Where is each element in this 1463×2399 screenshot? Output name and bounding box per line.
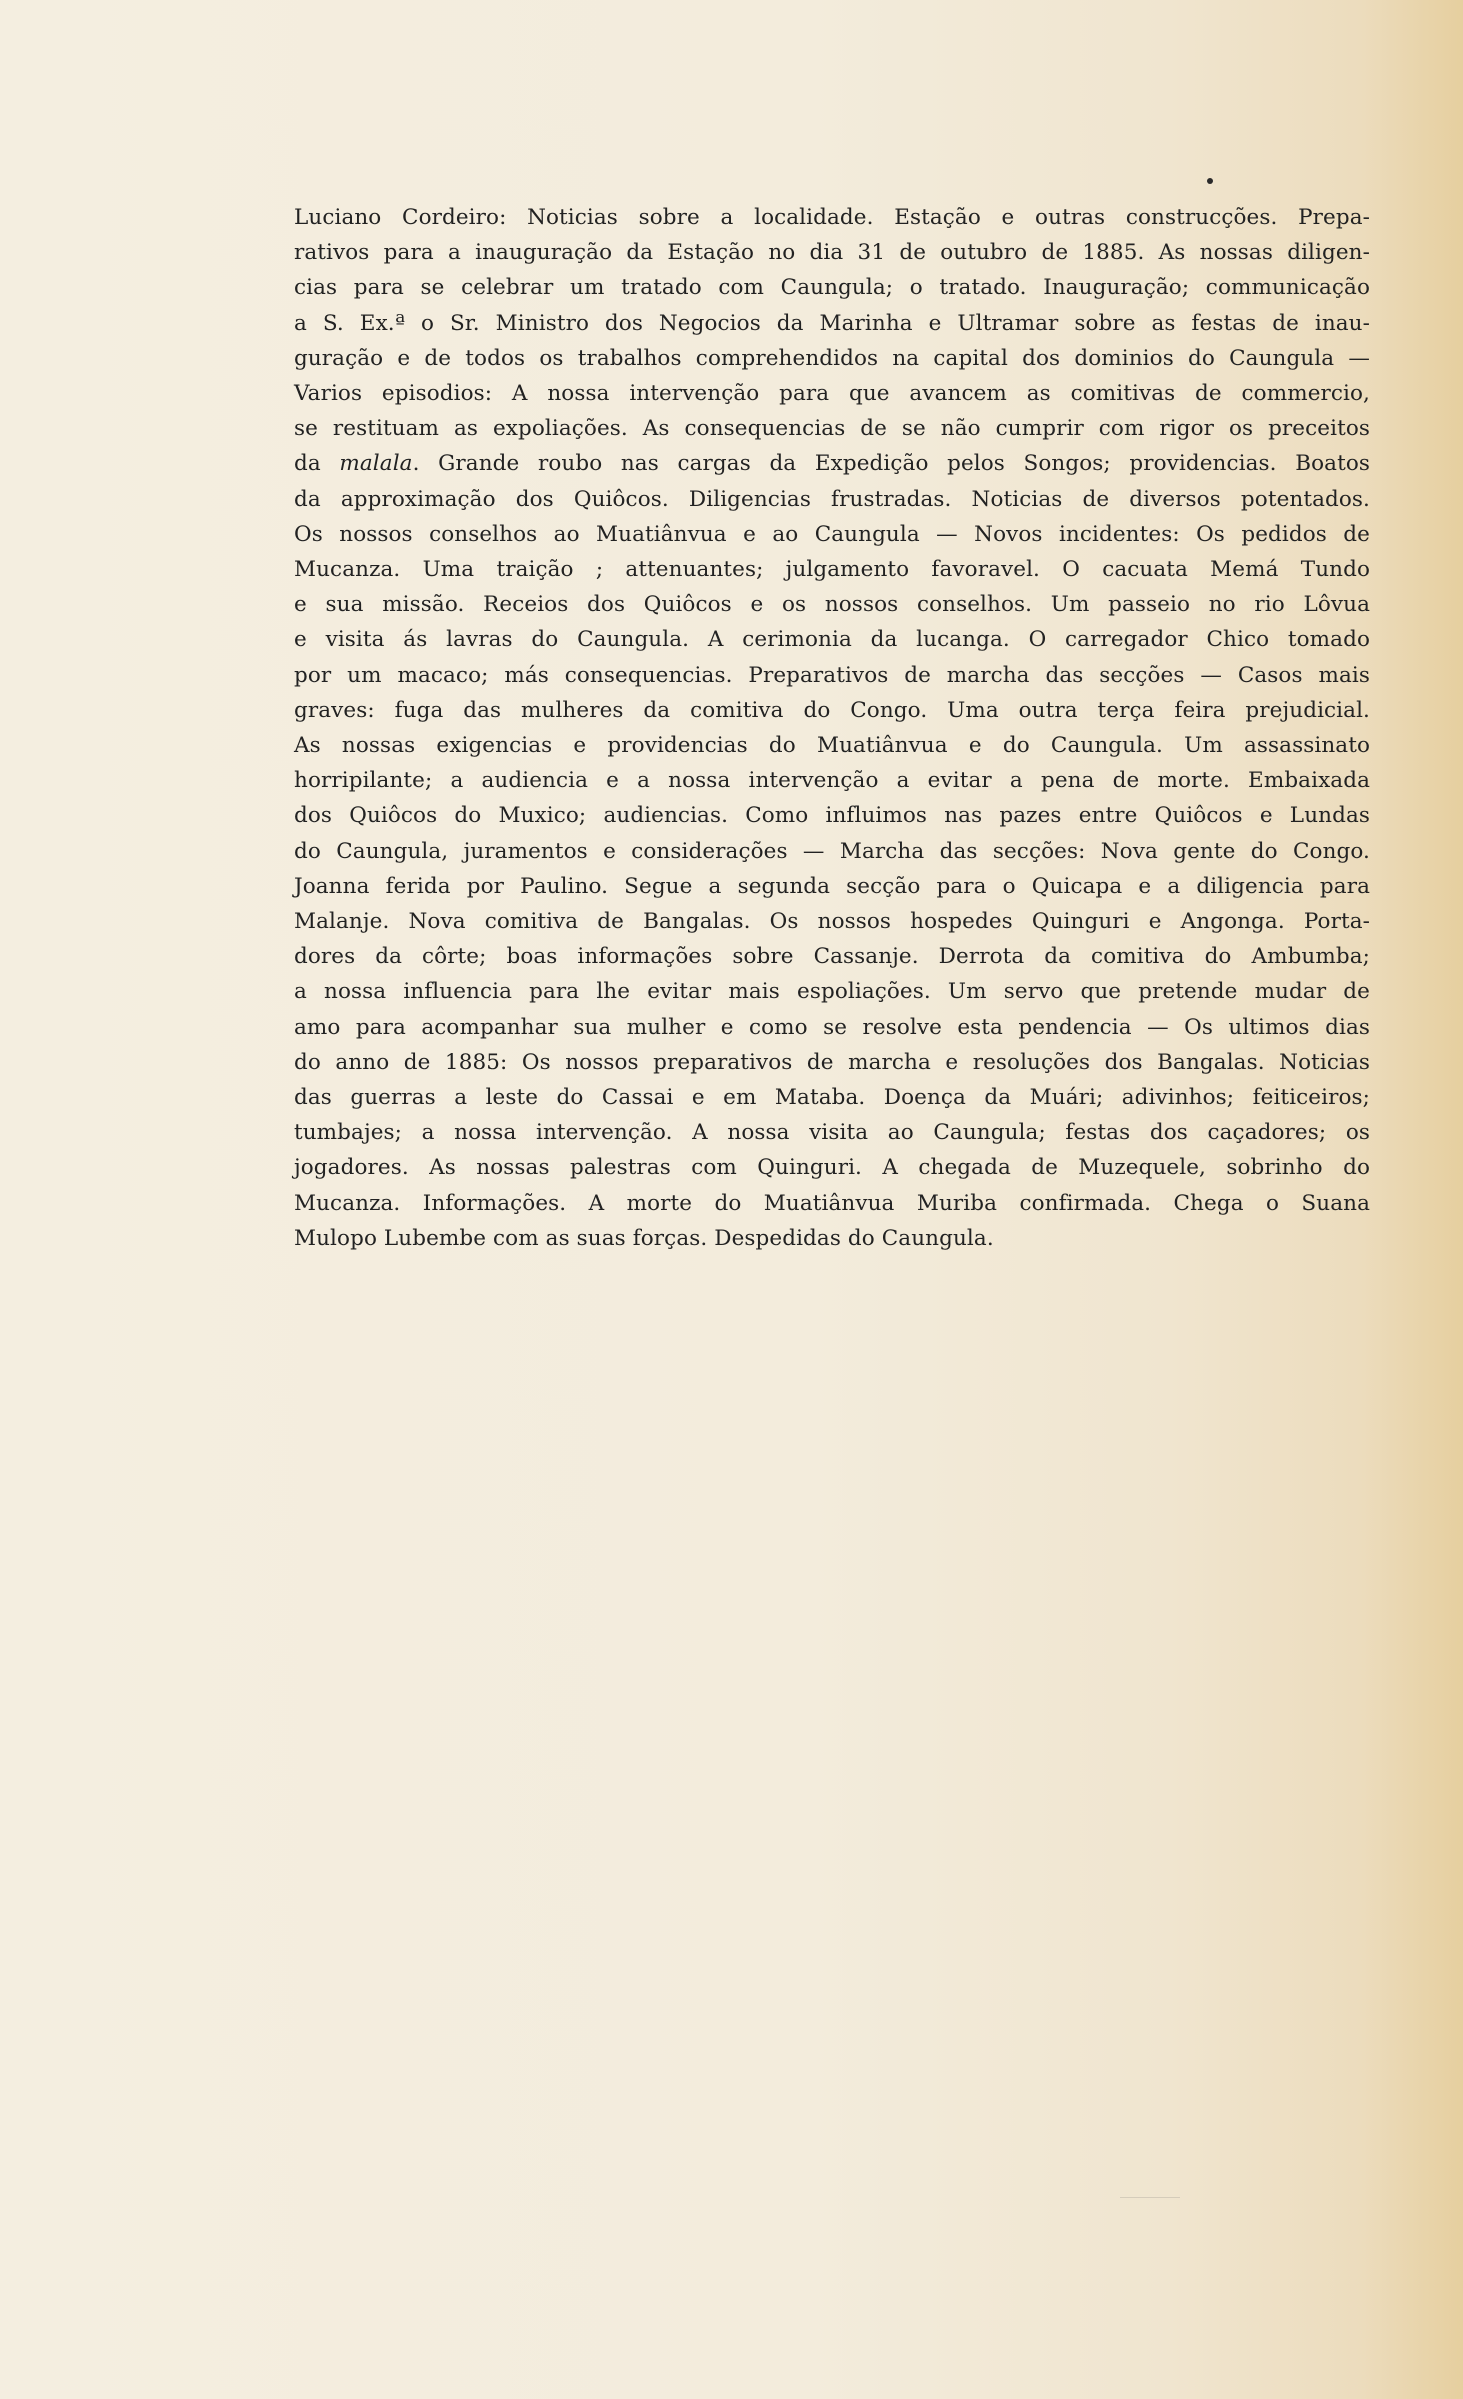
- summary-line: guração e de todos os trabalhos comprehendidos na capital dos dominios do Caungula —: [294, 345, 1370, 371]
- faint-ink-mark: [1120, 2197, 1180, 2198]
- summary-line: Luciano Cordeiro: Noticias sobre a localidade. Estação e outras construcções. Prepa-: [294, 205, 1370, 230]
- summary-line: Mulopo Lubembe com as suas forças. Despedidas do Caungula.: [294, 1225, 994, 1251]
- summary-line: amo para acompanhar sua mulher e como se resolve esta pendencia — Os ultimos dias: [294, 1014, 1370, 1040]
- summary-line: jogadores. As nossas palestras com Quinguri. A chegada de Muzequele, sobrinho do: [294, 1155, 1370, 1181]
- summary-line: As nossas exigencias e providencias do Muatiânvua e do Caungula. Um assassinato: [294, 733, 1370, 759]
- summary-line: dores da côrte; boas informações sobre Cassanje. Derrota da comitiva do Ambumba;: [294, 944, 1370, 970]
- summary-line: Malanje. Nova comitiva de Bangalas. Os nossos hospedes Quinguri e Angonga. Porta-: [294, 909, 1370, 935]
- summary-line: rativos para a inauguração da Estação no dia 31 de outubro de 1885. As nossas diligen-: [294, 240, 1370, 266]
- summary-line: Joanna ferida por Paulino. Segue a segunda secção para o Quicapa e a diligencia para: [294, 873, 1370, 899]
- summary-line: graves: fuga das mulheres da comitiva do Congo. Uma outra terça feira prejudicial.: [294, 697, 1370, 723]
- summary-line: se restituam as expoliações. As consequencias de se não cumprir com rigor os preceitos: [294, 416, 1370, 442]
- ink-dot: [1207, 178, 1213, 184]
- summary-line: Os nossos conselhos ao Muatiânvua e ao Caungula — Novos incidentes: Os pedidos de: [294, 521, 1370, 547]
- summary-line: da malala. Grande roubo nas cargas da Expedição pelos Songos; providencias. Boatos: [294, 451, 1371, 477]
- summary-line: tumbajes; a nossa intervenção. A nossa visita ao Caungula; festas dos caçadores; os: [294, 1120, 1370, 1146]
- summary-line: das guerras a leste do Cassai e em Mataba. Doença da Muári; adivinhos; feiticeiros;: [294, 1085, 1370, 1111]
- summary-line: e visita ás lavras do Caungula. A cerimonia da lucanga. O carregador Chico tomado: [294, 627, 1370, 653]
- summary-line: Mucanza. Informações. A morte do Muatiânvua Muriba confirmada. Chega o Suana: [294, 1190, 1370, 1216]
- summary-line: Varios episodios: A nossa intervenção para que avancem as comitivas de commercio,: [294, 381, 1370, 407]
- summary-line: da approximação dos Quiôcos. Diligencias frustradas. Noticias de diversos potentados.: [294, 486, 1370, 512]
- summary-line: dos Quiôcos do Muxico; audiencias. Como influimos nas pazes entre Quiôcos e Lundas: [294, 803, 1370, 829]
- summary-line: a S. Ex.ª o Sr. Ministro dos Negocios da Marinha e Ultramar sobre as festas de inau-: [294, 310, 1370, 336]
- summary-line: horripilante; a audiencia e a nossa intervenção a evitar a pena de morte. Embaixada: [294, 768, 1370, 794]
- summary-line: a nossa influencia para lhe evitar mais espoliações. Um servo que pretende mudar de: [294, 979, 1370, 1005]
- summary-line: cias para se celebrar um tratado com Caungula; o tratado. Inauguração; communicação: [294, 275, 1370, 301]
- chapter-summary: [294, 200, 1370, 1256]
- summary-line: por um macaco; más consequencias. Preparativos de marcha das secções — Casos mais: [294, 662, 1370, 688]
- summary-line: do Caungula, juramentos e considerações — Marcha das secções: Nova gente do Congo.: [294, 838, 1370, 864]
- summary-line: do anno de 1885: Os nossos preparativos de marcha e resoluções dos Bangalas. Noticias: [294, 1049, 1370, 1075]
- summary-line: e sua missão. Receios dos Quiôcos e os nossos conselhos. Um passeio no rio Lôvua: [294, 592, 1370, 618]
- summary-line: Mucanza. Uma traição ; attenuantes; julgamento favoravel. O cacuata Memá Tundo: [294, 557, 1370, 583]
